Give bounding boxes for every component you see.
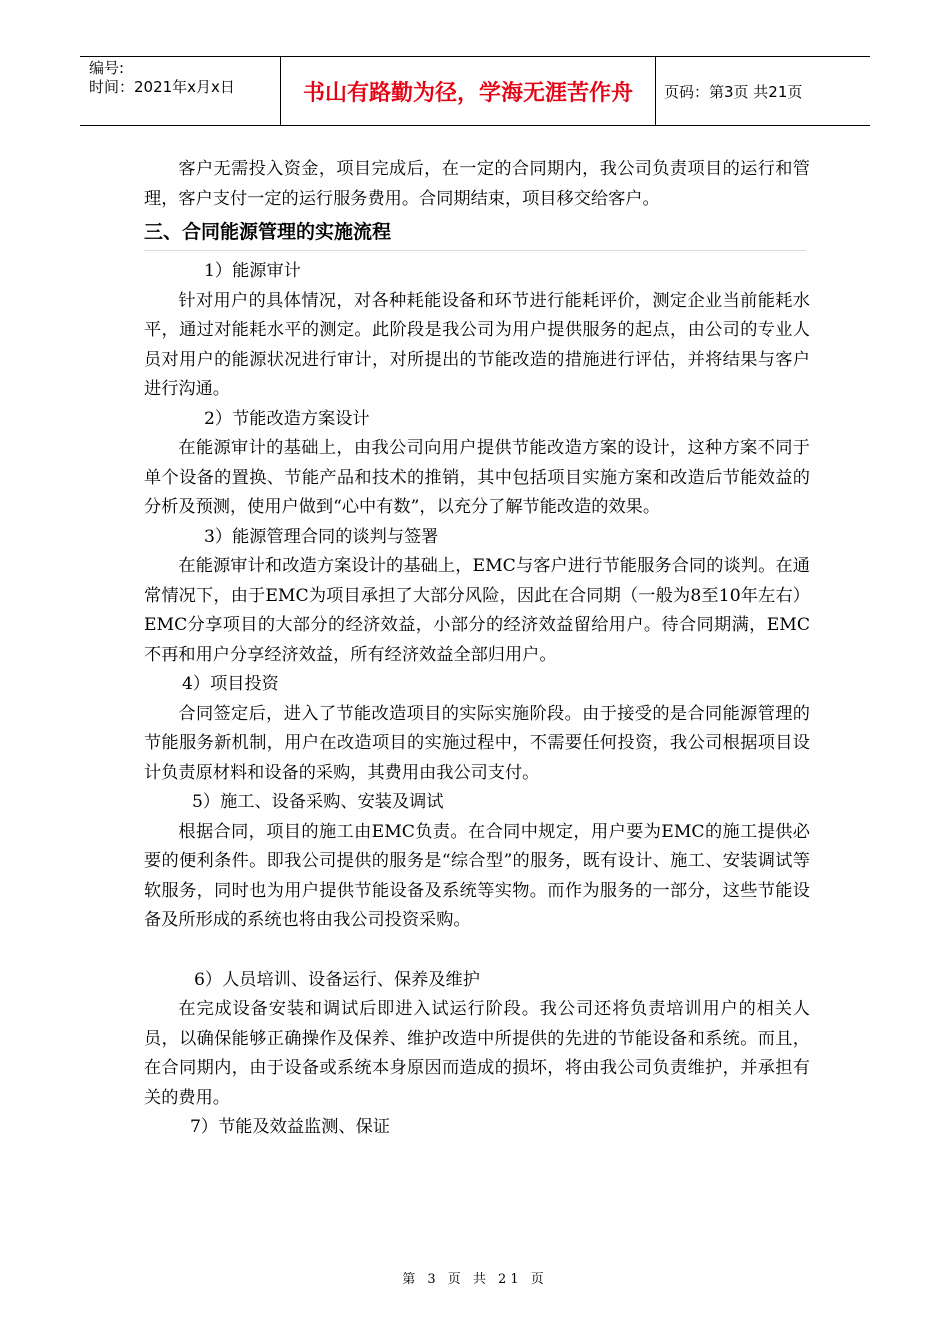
step-7-title: 7）节能及效益监测、保证 [190,1117,390,1137]
step-3-title: 3）能源管理合同的谈判与签署 [204,526,439,547]
step-1-title: 1）能源审计 [204,261,301,281]
header-page-number: 页码：第3页 共21页 [664,82,803,101]
header-meta [80,57,280,125]
step-1-text: 针对用户的具体情况，对各种耗能设备和环节进行能耗评价，测定企业当前能耗水平，通过对能耗水平的测定。此阶段是我公司为用户提供服务的起点，由公司的专业人员对用户的能源状况进行审计，对所提出的节能改造的措施进行评估，并将结果与客户进行沟通。 [144,290,810,399]
step-4-text: 合同签定后，进入了节能改造项目的实际实施阶段。由于接受的是合同能源管理的节能服务新机制，用户在改造项目的实施过程中，不需要任何投资，我公司根据项目设计负责原材料和设备的采购，其费用由我公司支付。 [144,703,810,783]
document-body [144,155,810,1143]
header-motto: 书山有路勤为径，学海无涯苦作舟 [280,57,656,125]
step-2-text: 在能源审计的基础上，由我公司向用户提供节能改造方案的设计，这种方案不同于单个设备的置换、节能产品和技术的推销，其中包括项目实施方案和改造后节能效益的分析及预测，使用户做到“心中有数”，以充分了解节能改造的效果。 [144,438,810,517]
step-6-text: 在完成设备安装和调试后即进入试运行阶段。我公司还将负责培训用户的相关人员，以确保能够正确操作及保养、维护改造中所提供的先进的节能设备和系统。而且，在合同期内，由于设备或系统本身原因而造成的损坏，将由我公司负责维护，并承担有关的费用。 [144,999,810,1108]
step-4-title: 4）项目投资 [182,674,279,694]
document-time-label: 时间：2021年x月x日 [89,78,235,96]
document-number-label: 编号: [89,59,125,77]
section-divider [144,250,806,251]
step-5-text: 根据合同，项目的施工由EMC负责。在合同中规定，用户要为EMC的施工提供必要的便利条件。即我公司提供的服务是“综合型”的服务，既有设计、施工、安装调试等软服务，同时也为用户提供节能设备及系统等实物。而作为服务的一部分，这些节能设备及所形成的系统也将由我公司投资采购。 [144,821,810,930]
blank-line [144,936,810,966]
page-footer: 第 3 页 共 21 页 [402,1272,548,1287]
page-header [80,56,870,126]
intro-paragraph: 客户无需投入资金，项目完成后，在一定的合同期内，我公司负责项目的运行和管理，客户支付一定的运行服务费用。合同期结束，项目移交给客户。 [144,159,810,209]
step-6-title: 6）人员培训、设备运行、保养及维护 [194,969,480,990]
step-5-title: 5）施工、设备采购、安装及调试 [192,792,444,812]
step-2-title: 2）节能改造方案设计 [204,408,370,429]
section-title: 三、合同能源管理的实施流程 [144,221,392,243]
step-3-text: 在能源审计和改造方案设计的基础上，EMC与客户进行节能服务合同的谈判。在通常情况下，由于EMC为项目承担了大部分风险，因此在合同期（一般为8至10年左右）EMC分享项目的大部分的经济效益，小部分的经济效益留给用户。待合同期满，EMC不再和用户分享经济效益，所有经济效益全部归用户。 [144,556,810,665]
